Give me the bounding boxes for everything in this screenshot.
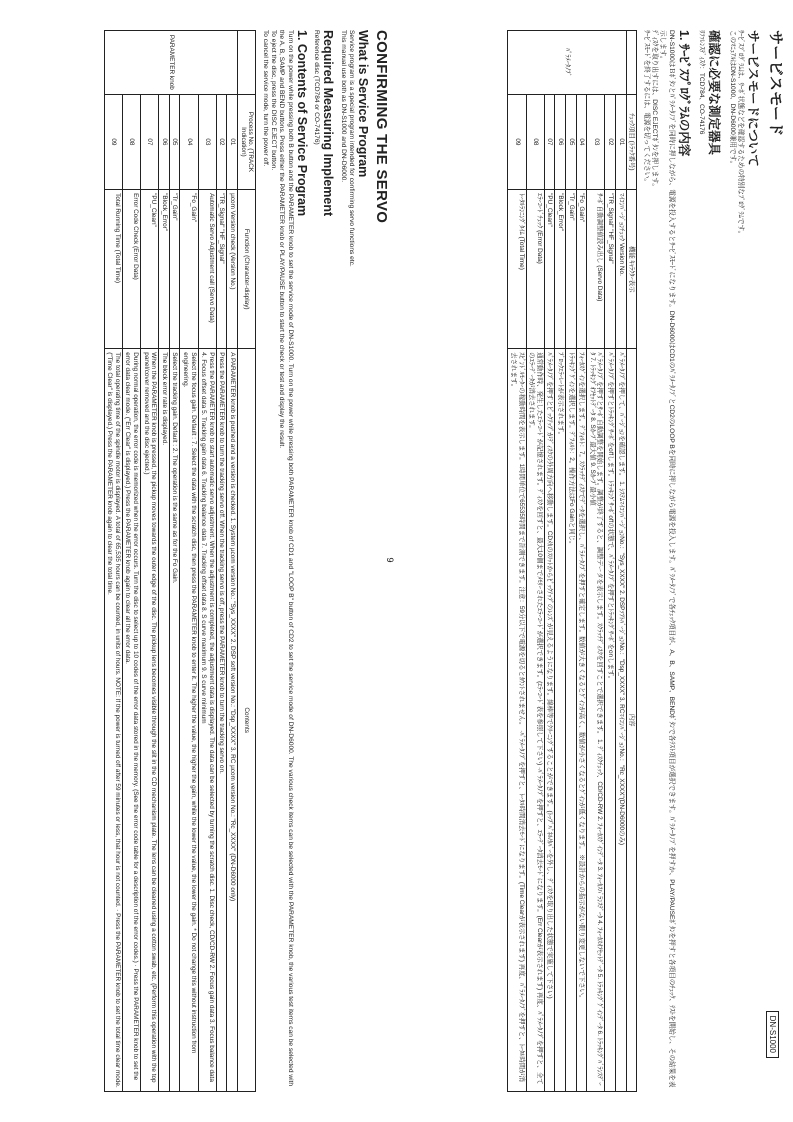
row-func: "Block_Error" — [159, 190, 170, 349]
row-no: 07 — [544, 94, 555, 189]
table-row — [587, 31, 605, 1092]
table-header-contents: Contents — [237, 349, 255, 1092]
eject-text: To eject the disc, press the DISC EJECT button. — [269, 30, 277, 171]
row-func: "PU_Clean" — [544, 190, 555, 349]
row-contents: ﾊﾟﾗﾒｰﾀﾉﾌﾞを押すとﾋﾟｯｸｱｯﾌﾟがﾃﾞｨｽｸの外周方向へ移動します。CDﾒｶのｽﾘｯﾄからﾋﾟｯｸｱｯﾌﾟのﾚﾝｽﾞが見えるようになります。綿棒等でｸﾘｰﾆﾝｸﾞすることができます。(ﾄｯﾌﾟﾊﾟﾈﾙ/ｶﾊﾞｰを外し、ﾃﾞｨｽｸを取り出した状態で実施して下さい) — [544, 349, 555, 1092]
table-row — [198, 31, 216, 1092]
page-title: CONFIRMING THE SERVO — [373, 30, 390, 224]
row-contents: ﾊﾟﾗﾒｰﾀﾉﾌﾞを押すとｻｰﾎﾞ自動調整を開始します。調整が終了すると、調整データを表示します。ｽｸﾗｯﾁﾃﾞｨｽｸを回すことで選択できます。 1. ﾃﾞｨｽｸﾁｪｯｸ、CD/CD-RW 2. ﾌｫｰｶｽｹﾞｲﾝﾃﾞｰﾀ 3. ﾌｫｰｶｽﾊﾞﾗﾝｽﾃﾞｰﾀ 4. ﾌｫｰｶｽｵﾌｾｯﾄﾃﾞｰﾀ 5. ﾄﾗｯｷﾝｸﾞｹﾞｲﾝﾃﾞｰﾀ 6. ﾄﾗｯｷﾝｸﾞﾊﾞﾗﾝｽﾃﾞｰﾀ 7. ﾄﾗｯｷﾝｸﾞｵﾌｾｯﾄﾃﾞｰﾀ 8. Sｶｰﾌﾞ最大値 9. Sｶｰﾌﾞ最小値 — [587, 349, 605, 1092]
row-func: "Tr_Gain" — [169, 190, 180, 349]
table-header-contents-jp: 内容 — [626, 349, 637, 1092]
table-header-function-jp: 機能 ｷｬﾗｸﾀｰ表示 — [626, 190, 637, 349]
row-func: ﾏｲｺﾝﾊﾞｰｼﾞｮﾝﾁｪｯｸ Version No. — [615, 190, 626, 349]
table-row — [615, 31, 626, 1092]
page-number: 9 — [385, 557, 395, 563]
service-table-jp — [507, 30, 637, 1092]
table-row — [566, 31, 577, 1092]
row-func: ｴﾗｰｺｰﾄﾞﾁｪｯｸ (Error Data) — [526, 190, 544, 349]
row-no: 06 — [555, 94, 566, 189]
table-row — [227, 31, 238, 1092]
row-contents: ﾌﾞﾛｯｸｴﾗｰﾚｰﾄが表示されます。 — [555, 349, 566, 1092]
row-no: 02 — [216, 94, 227, 189]
row-no: 03 — [587, 94, 605, 189]
row-contents: Select the focus gain. Default : 7. Select the data with the scratch disc, then press the PARAMETER knob to enter it. The higher the value, the higher the gain, while the lower the value, the lower the gain. * Do not change this without instruction from engineering. — [180, 349, 198, 1092]
table-row — [526, 31, 544, 1092]
row-contents: Press the PARAMETER knob to turn the tracking servo off. When the tracking servo is off, press the PARAMETER knob to turn the tracking servo on. — [216, 349, 227, 1092]
contents-text: Turn on the power while pressing both B button and the PARAMETER knob to set the service mode of DN-S1000. Turn on the power while pressing both PARAMETER knob of CD1 and "LOOP B" button of CD2 to set the service mode of DN-D6000. The various check items can be selected with the PARAMETER knob, the various test items can be selected with the A, B, SAMP and BEND buttons. Press either the PARAMETER knob or PLAY/PAUSE button to start the check or test and display the result. — [278, 30, 294, 1087]
group-label-jp: ﾊﾟﾗﾒｰﾀﾉﾌﾞ — [508, 31, 626, 95]
row-no: 01 — [615, 94, 626, 189]
section-heading-what-jp: サービスモードについて — [746, 30, 760, 167]
what-text-2: This manual use both as DN-S1000 and DN-D6000. — [339, 30, 347, 183]
cancel-text: To cancel the service mode, turn the power off. — [261, 30, 269, 167]
row-contents: ﾌｫｰｶｽｹﾞｲﾝを選択します。ﾃﾞﾌｫﾙﾄ：7。ｽｸﾗｯﾁﾃﾞｨｽｸでﾃﾞｰﾀを選択し、ﾊﾟﾗﾒｰﾀﾉﾌﾞを押すと確定します。数値が大きくなるとｹﾞｲﾝが高く、数値が小さくなるとｹﾞｲﾝが低くなります。 ※設計からの指示がない限り変更しないで下さい。 — [576, 349, 587, 1092]
section-heading-contents-jp: 1. ｻｰﾋﾞｽﾌﾟﾛｸﾞﾗﾑの内容 — [676, 30, 691, 157]
eject-text-jp: ﾃﾞｨｽｸを取り出すには、DISC EJECTﾎﾞﾀﾝを押します。 — [650, 30, 658, 190]
row-func: "Tr_Gain" — [566, 190, 577, 349]
group-label: PARAMETER knob — [104, 31, 237, 95]
row-contents: The block error rate is displayed. — [159, 349, 170, 1092]
row-no: 02 — [605, 94, 616, 189]
section-heading-contents: 1. Contents of Service Program — [294, 30, 309, 217]
contents-text-jp: DN-S1000はＢﾎﾞﾀﾝとﾊﾟﾗﾒｰﾀﾉﾌﾞを同時に押しながら、電源を投入するとｻｰﾋﾞｽﾓｰﾄﾞになります。DN-D6000はCD1のﾊﾟﾗﾒｰﾀﾉﾌﾞとCD2のLOOP Bを同時に押しながら電源を投入します。ﾊﾟﾗﾒｰﾀﾉﾌﾞで各ﾁｪｯｸ項目が、A、B、SAMP、BENDﾎﾞﾀﾝで各ﾃｽﾄ項目が選択できます。ﾊﾟﾗﾒｰﾀﾉﾌﾞを押すか、PLAY/PAUSEﾎﾞﾀﾝを押すと各項目のﾁｪｯｸ、ﾃｽﾄを開始し、その結果を表示します。 — [659, 30, 675, 1088]
row-contents: ﾊﾟﾗﾒｰﾀﾉﾌﾞを押すとﾄﾗｯｷﾝｸﾞｻｰﾎﾞをoffします。ﾄﾗｯｷﾝｸﾞｻｰﾎﾞoffの状態で、ﾊﾟﾗﾒｰﾀﾉﾌﾞを押すとﾄﾗｯｷﾝｸﾞｻｰﾎﾞをonします。 — [605, 349, 616, 1092]
row-func: ﾄｰﾀﾙﾗﾝﾆﾝｸﾞﾀｲﾑ (Total Time) — [508, 190, 526, 349]
table-header-process: Process No. (TRACK Indication) — [237, 94, 255, 189]
table-row — [576, 31, 587, 1092]
row-contents: The total operating time of the spindle motor is displayed. A total of 65,535 hours can be counted, in units of hours. NOTE: If the power is turned off after 59 minutes or less, that hour is not counted. · Press the PARAMETER knob to set the total time clear mode. ("Time Clear" is displayed.) Press the PARAMETER knob again to clear the total time. — [104, 349, 122, 1092]
required-text-jp: ﾘﾌｧﾚﾝｽﾃﾞｨｽｸ：TCD784、CO-74176 — [698, 30, 706, 135]
table-row — [159, 31, 170, 1092]
row-contents: During normal operation, the error code is memorized when the error occurs. Turn the disc to select up to 10 codes of the error data stored in the memory. (See the error code table for a description of the error codes.) · Press the PARAMETER knob to set the error data clear mode. ("Err Clear" is displayed.) Press the PARAMETER knob again to clear all the error data. — [122, 349, 140, 1092]
section-heading-what: What is Service Program — [356, 30, 370, 178]
table-row — [605, 31, 616, 1092]
row-no: 06 — [159, 94, 170, 189]
row-no: 09 — [508, 94, 526, 189]
table-row — [122, 31, 140, 1092]
table-row — [169, 31, 180, 1092]
table-header-blank-jp — [626, 31, 637, 95]
row-contents: 通常動作時、発生したｴﾗｰｺｰﾄﾞが記憶されます。ﾃﾞｨｽｸを回すと、最大10個までﾒﾓﾘｰされたｴﾗｰｺｰﾄﾞが選択できます。(ｴﾗｰｺｰﾄﾞ表を参照して下さい) ·ﾊﾟﾗﾒｰﾀﾉﾌﾞを押すと、ｴﾗｰﾃﾞｰﾀ消去ﾓｰﾄﾞになります。(Err Clearが表示されます) 再度、ﾊﾟﾗﾒｰﾀﾉﾌﾞを押すと、全てのｴﾗｰﾃﾞｰﾀが消去されます。 — [526, 349, 544, 1092]
section-heading-required-jp: 確認に必要な測定器具 — [707, 30, 722, 156]
row-func: Error Code Check (Error Data) — [122, 190, 140, 349]
row-contents: When the PARAMETER knob is pressed, the pickup moves towards the outer edge of the disc. The pickup lens becomes visible through the slit in the CD mechanism plate. The lens can be cleaned using a cotton swab, etc. (Perform this operation with the top panel/cover removed and the disc ejected.) — [141, 349, 159, 1092]
table-row — [508, 31, 526, 1092]
what-text-2-jp: このﾏﾆｭｱﾙはDN-S1000、DN-D6000兼用です。 — [728, 30, 736, 168]
row-func: "TR_Signal" "HF_Signal" — [216, 190, 227, 349]
table-row — [544, 31, 555, 1092]
what-text-1-jp: ｻｰﾋﾞｽﾌﾟﾛｸﾞﾗﾑは、ｻｰﾎﾞ状態などを確認するための特別なﾌﾟﾛｸﾞﾗﾑです。 — [737, 30, 744, 238]
row-no: 05 — [566, 94, 577, 189]
row-contents: ﾄﾗｯｷﾝｸﾞｹﾞｲﾝを選択します。ﾃﾞﾌｫﾙﾄ：2。操作方法はFo Gainと同じ。 — [566, 349, 577, 1092]
japanese-page — [396, 0, 793, 1122]
row-no: 03 — [198, 94, 216, 189]
row-func: "TR_Signal" "HF_Signal" — [605, 190, 616, 349]
table-header-blank — [237, 31, 255, 95]
page-title-jp: サービスモード — [767, 30, 784, 137]
table-row — [180, 31, 198, 1092]
model-badge: DN-S1000 — [766, 1011, 779, 1058]
row-func: ｻｰﾎﾞ自動調整値読み出し (Servo Data) — [587, 190, 605, 349]
required-text: Reference disc (TCD784 or CO-74176) — [313, 30, 321, 145]
table-header-process-jp: ﾁｪｯｸ項目 (ﾄﾗｯｸ番号) — [626, 94, 637, 189]
row-contents: Select the tracking gain. Default : 2. The operation is the same as for the Fo Gain. — [169, 349, 180, 1092]
table-header-function: Function (Character-display) — [237, 190, 255, 349]
row-no: 07 — [141, 94, 159, 189]
service-table — [104, 30, 257, 1092]
table-row — [216, 31, 227, 1092]
row-no: 08 — [122, 94, 140, 189]
cancel-text-jp: ｻｰﾋﾞｽﾓｰﾄﾞを終了するには、電源を切ってください。 — [642, 30, 650, 185]
row-contents: Press the PARAMETER knob to start automatic servo adjustment. When the adjustment is completed, the adjustment data is displayed. The data can be selected by turning the scratch disc. 1. Disc check, CD/CD-RW 2. Focus gain data 3. Focus balance data 4. Focus offset data 5. Tracking gain data 6. Tracking balance data 7. Tracking offset data 8. S curve maximum 9. S curve minimum — [198, 349, 216, 1092]
row-func: Total Running Time (Total Time) — [104, 190, 122, 349]
table-row — [104, 31, 122, 1092]
table-row — [141, 31, 159, 1092]
what-text-1: Service program is a special program intended for confirming servo functions etc. — [348, 30, 355, 267]
row-no: 04 — [576, 94, 587, 189]
row-func: µcom Version check (Version No.) — [227, 190, 238, 349]
row-func: Automatic Servo Adjustment call (Servo Data) — [198, 190, 216, 349]
row-no: 09 — [104, 94, 122, 189]
row-func: "Block_Error" — [555, 190, 566, 349]
row-contents: ﾊﾟﾗﾒｰﾀﾉﾌﾞを押して、ﾊﾞｰｼﾞｮﾝを確認します。 1. ｼｽﾃﾑﾏｲｺﾝﾊﾞｰｼﾞｮﾝNo.："Sys_XXXX" 2. DSPｿﾌﾄﾊﾞｰｼﾞｮﾝNo.："Dsp_XXXX" 3. RCﾏｲｺﾝﾊﾞｰｼﾞｮﾝNo.："Rc_XXXX"(DN-D6000のみ) — [615, 349, 626, 1092]
row-no: 05 — [169, 94, 180, 189]
table-row — [555, 31, 566, 1092]
row-contents: ｽﾋﾟﾝﾄﾞﾙﾓｰﾀｰの稼動時間を表示します。1時間単位で65535時間まで計測できます。注意：59分以下で電源を切るとｶｳﾝﾄされません。 ·ﾊﾟﾗﾒｰﾀﾉﾌﾞを押すと、ﾄｰﾀﾙ時間消去ﾓｰﾄﾞになります。(Time Clearが表示されます) 再度、ﾊﾟﾗﾒｰﾀﾉﾌﾞを押すと、ﾄｰﾀﾙ時間が消去されます。 — [508, 349, 526, 1092]
english-page — [0, 0, 396, 1122]
row-no: 01 — [227, 94, 238, 189]
row-contents: A PARAMETER knob is pushed and a version is checked. 1. System µcom version No.: "Sys_XXXX" 2. DSP soft version No.: "Dsp_XXXX" 3. RC µcom version No.: "Rc_XXXX" (DN-D6000 only) — [227, 349, 238, 1092]
row-func: "Fo_Gain" — [576, 190, 587, 349]
row-no: 04 — [180, 94, 198, 189]
row-func: "Fo_Gain" — [180, 190, 198, 349]
row-func: "PU_Clean" — [141, 190, 159, 349]
section-heading-required: Required Measuring Implement — [321, 30, 336, 217]
row-no: 08 — [526, 94, 544, 189]
